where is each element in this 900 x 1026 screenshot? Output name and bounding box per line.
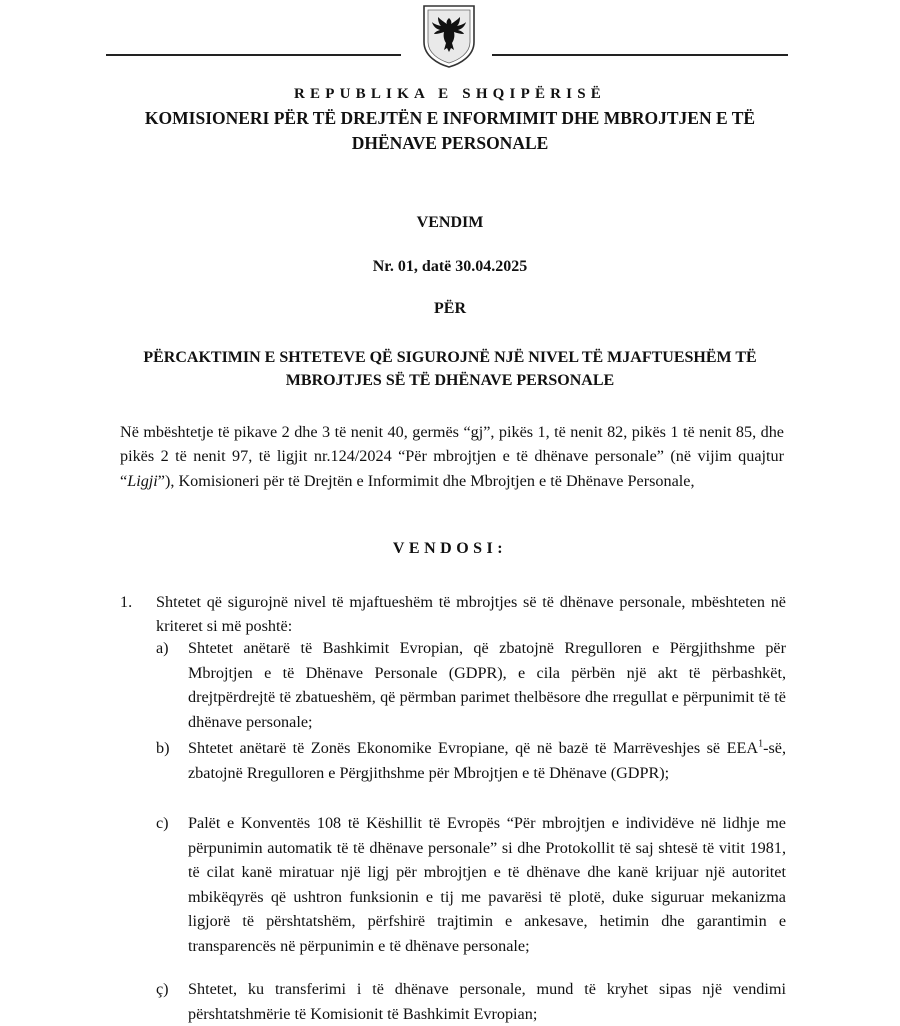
footnote-ref[interactable]: 1 bbox=[758, 738, 764, 750]
decision-number: Nr. 01, datë 30.04.2025 bbox=[372, 258, 528, 275]
decision-subject: PËRCAKTIMIN E SHTETEVE QË SIGUROJNË NJË NIVEL TË MJAFTUESHËM TË MBROJTJES SË TË DHËNAVE PERSONALE bbox=[143, 349, 757, 389]
item-text: Shtetet që sigurojnë nivel të mjaftueshëm të mbrojtjes së të dhënave personale, mbështeten në kriteret si më poshtë: bbox=[156, 593, 786, 635]
sub-item-text-part2: -së, zbatojnë Rregulloren e Përgjithshme për Mbrojtjen e të Dhënave (GDPR); bbox=[188, 739, 786, 782]
header-rule-right bbox=[492, 54, 788, 56]
sub-item-label: b) bbox=[156, 739, 170, 757]
intro-italic: Ligji bbox=[127, 471, 158, 490]
albanian-eagle-emblem-icon bbox=[420, 2, 478, 68]
institution-heading: KOMISIONERI PËR TË DREJTËN E INFORMIMIT DHE MBROJTJEN E TË DHËNAVE PERSONALE bbox=[144, 108, 756, 153]
header-rule-left bbox=[106, 54, 401, 56]
sub-item-text: Shtetet, ku transferimi i të dhënave personale, mund të kryhet sipas një vendimi përshtatshmërie të Komisionit të Bashkimit Evropian; bbox=[188, 980, 786, 1023]
sub-item-c bbox=[156, 811, 786, 959]
list-item-1 bbox=[120, 590, 786, 638]
sub-item-text-part1: Shtetet anëtarë të Zonës Ekonomike Evropiane, që në bazë të Marrëveshjes së EEA bbox=[188, 739, 759, 757]
sub-item-label: a) bbox=[156, 639, 169, 657]
intro-text-1: Në mbështetje të pikave 2 dhe 3 të nenit 40, germës “gj”, pikës 1, të nenit 82, pikës 1 të nenit 85, dhe pikës 2 të nenit 97, të ligjit nr.124/2024 “Për mbrojtjen e të dhënave personale” (në vijim quajtur “ bbox=[120, 423, 784, 490]
sub-item-text bbox=[188, 736, 786, 785]
sub-item-b bbox=[156, 736, 786, 785]
sub-item-a bbox=[156, 636, 786, 734]
republic-heading: REPUBLIKA E SHQIPËRISË bbox=[294, 86, 606, 102]
sub-item-text: Shtetet anëtarë të Bashkimit Evropian, që zbatojnë Rregulloren e Përgjithshme për Mbrojtjen e të Dhënave Personale (GDPR), e cila përbën një akt të përbashkët, drejtpërdrejtë të zbatueshëm, që përmban parimet thelbësore dhe rregullat e përpunimit të të dhënave personale; bbox=[188, 639, 786, 731]
sub-item-label: ç) bbox=[156, 980, 169, 998]
sub-item-label: c) bbox=[156, 814, 169, 832]
intro-paragraph bbox=[120, 420, 784, 493]
item-number: 1. bbox=[120, 593, 133, 611]
header-emblem-area bbox=[0, 0, 900, 70]
decision-type: VENDIM bbox=[416, 214, 484, 231]
sub-item-c-cedilla bbox=[156, 977, 786, 1026]
decision-per: PËR bbox=[434, 300, 466, 317]
sub-item-text: Palët e Konventës 108 të Këshillit të Evropës “Për mbrojtjen e individëve në lidhje me përpunimin automatik të të dhënave personale” si dhe Protokollit të saj shtesë të vitit 1981, të cilat kanë miratuar një ligj për mbrojtjen e të dhënave dhe kanë krijuar një autoritet mbikëqyrës që ushtron funksionin e tij me pavarësi të plotë, duke siguruar mekanizma ligjorë të përshtatshëm, përfshirë trajtimin e ankesave, hetimin dhe garantimin e transparencës në përpunimin e të dhënave personale; bbox=[188, 814, 786, 955]
vendosi-heading: VENDOSI: bbox=[392, 540, 508, 557]
intro-text-2: ”), Komisioneri për të Drejtën e Informimit dhe Mbrojtjen e të Dhënave Personale, bbox=[157, 471, 695, 490]
